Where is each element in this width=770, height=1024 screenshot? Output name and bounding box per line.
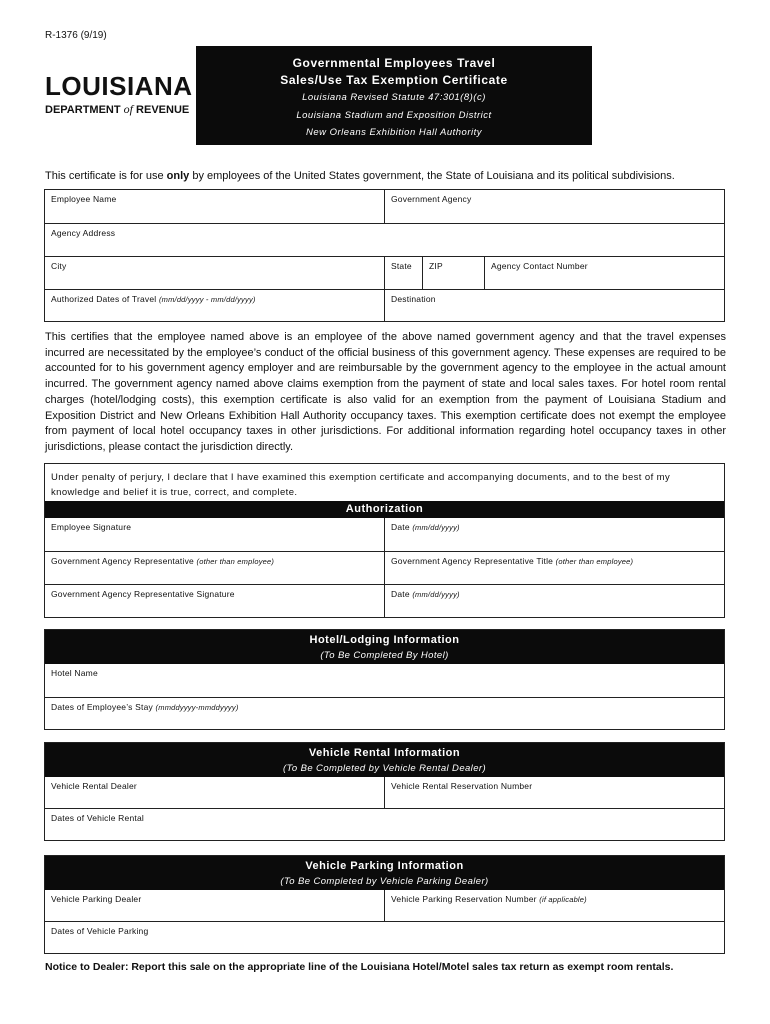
agency-rep-title-field[interactable]: Government Agency Representative Title (other than employee)	[384, 552, 724, 584]
authorization-heading: Authorization	[45, 501, 724, 518]
employee-name-field[interactable]: Employee Name	[51, 194, 117, 204]
hotel-subheading: (To Be Completed By Hotel)	[320, 650, 449, 661]
state-field[interactable]: State	[384, 257, 422, 289]
parking-dates-field[interactable]: Dates of Vehicle Parking	[51, 926, 149, 936]
vehicle-parking-section	[44, 855, 725, 954]
parking-reservation-field[interactable]: Vehicle Parking Reservation Number (if applicable)	[384, 890, 724, 921]
vehicle-parking-heading: Vehicle Parking Information (To Be Completed by Vehicle Parking Dealer)	[45, 856, 724, 890]
agency-rep-signature-field[interactable]: Government Agency Representative Signature	[51, 589, 235, 599]
city-field[interactable]: City	[51, 261, 67, 271]
vehicle-rental-heading: Vehicle Rental Information (To Be Completed by Vehicle Rental Dealer)	[45, 743, 724, 777]
district-line2: New Orleans Exhibition Hall Authority	[305, 127, 483, 138]
form-title-box	[196, 46, 592, 145]
agency-address-field[interactable]: Agency Address	[51, 228, 116, 238]
district-line1: Louisiana Stadium and Exposition District	[296, 109, 492, 121]
logo-department: DEPARTMENT of REVENUE	[45, 102, 190, 116]
perjury-declaration: Under penalty of perjury, I declare that I have examined this exemption certificate and accompanying documents, and to the best of my knowledge and belief it is true, correct, and complete.	[51, 472, 671, 498]
vehicle-parking-subheading: (To Be Completed by Vehicle Parking Dealer)	[280, 876, 489, 887]
agency-contact-field[interactable]: Agency Contact Number	[484, 257, 724, 289]
vehicle-rental-subheading: (To Be Completed by Vehicle Rental Dealer)	[282, 763, 487, 774]
destination-field[interactable]: Destination	[384, 290, 724, 321]
hotel-name-field[interactable]: Hotel Name	[51, 668, 98, 678]
zip-field[interactable]: ZIP	[422, 257, 484, 289]
travel-dates-field[interactable]: Authorized Dates of Travel (mm/dd/yyyy - mm/dd/yyyy)	[51, 294, 256, 304]
employee-info-table	[44, 189, 725, 322]
authorization-section	[44, 463, 725, 618]
form-title-line2: Sales/Use Tax Exemption Certificate	[280, 73, 508, 87]
statute-reference: Louisiana Revised Statute 47:301(8)(c)	[302, 92, 486, 103]
vehicle-rental-section	[44, 742, 725, 841]
employee-signature-field[interactable]: Employee Signature	[51, 522, 132, 532]
rental-reservation-field[interactable]: Vehicle Rental Reservation Number	[384, 777, 724, 808]
stay-dates-field[interactable]: Dates of Employee’s Stay (mmddyyyy-mmddyyyy)	[51, 702, 239, 712]
agency-rep-signature-date-field[interactable]: Date (mm/dd/yyyy)	[384, 585, 724, 617]
parking-dealer-field[interactable]: Vehicle Parking Dealer	[51, 894, 142, 904]
employee-signature-date-field[interactable]: Date (mm/dd/yyyy)	[384, 518, 724, 551]
hotel-heading: Hotel/Lodging Information (To Be Completed By Hotel)	[45, 630, 724, 664]
form-title-line1: Governmental Employees Travel	[292, 56, 496, 70]
dealer-notice: Notice to Dealer: Report this sale on the appropriate line of the Louisiana Hotel/Motel sales tax return as exempt room rentals.	[45, 961, 674, 973]
government-agency-field[interactable]: Government Agency	[384, 190, 724, 223]
agency-rep-field[interactable]: Government Agency Representative (other than employee)	[51, 556, 275, 566]
louisiana-revenue-logo	[45, 72, 195, 117]
rental-dates-field[interactable]: Dates of Vehicle Rental	[51, 813, 144, 823]
logo-state-name: LOUISIANA	[45, 71, 193, 101]
certification-statement: This certifies that the employee named above is an employee of the above named government agency and that the travel expenses incurred are necessitated by the employee’s conduct of the official business of this government agency. These expenses are required to be accounted for to his government agency employer and are reimbursable by the government agency to the employee in the actual amount incurred. The government agency named above claims exemption from the payment of state and local sales taxes. For hotel room rental charges (hotel/lodging costs), this exemption certificate is also valid for an exemption from the payment of Louisiana Stadium and Exposition District and New Orleans Exhibition Hall Authority occupancy taxes. This exemption certificate does not exempt the employee from payment of local hotel occupancy taxes in other jurisdictions. For additional information regarding hotel occupancy taxes in other jurisdictions, please contact the jurisdiction directly.	[45, 331, 726, 453]
usage-note: This certificate is for use only by employees of the United States government, the State of Louisiana and its political subdivisions.	[45, 170, 675, 182]
form-number: R-1376 (9/19)	[45, 30, 107, 41]
hotel-section	[44, 629, 725, 730]
rental-dealer-field[interactable]: Vehicle Rental Dealer	[51, 781, 137, 791]
